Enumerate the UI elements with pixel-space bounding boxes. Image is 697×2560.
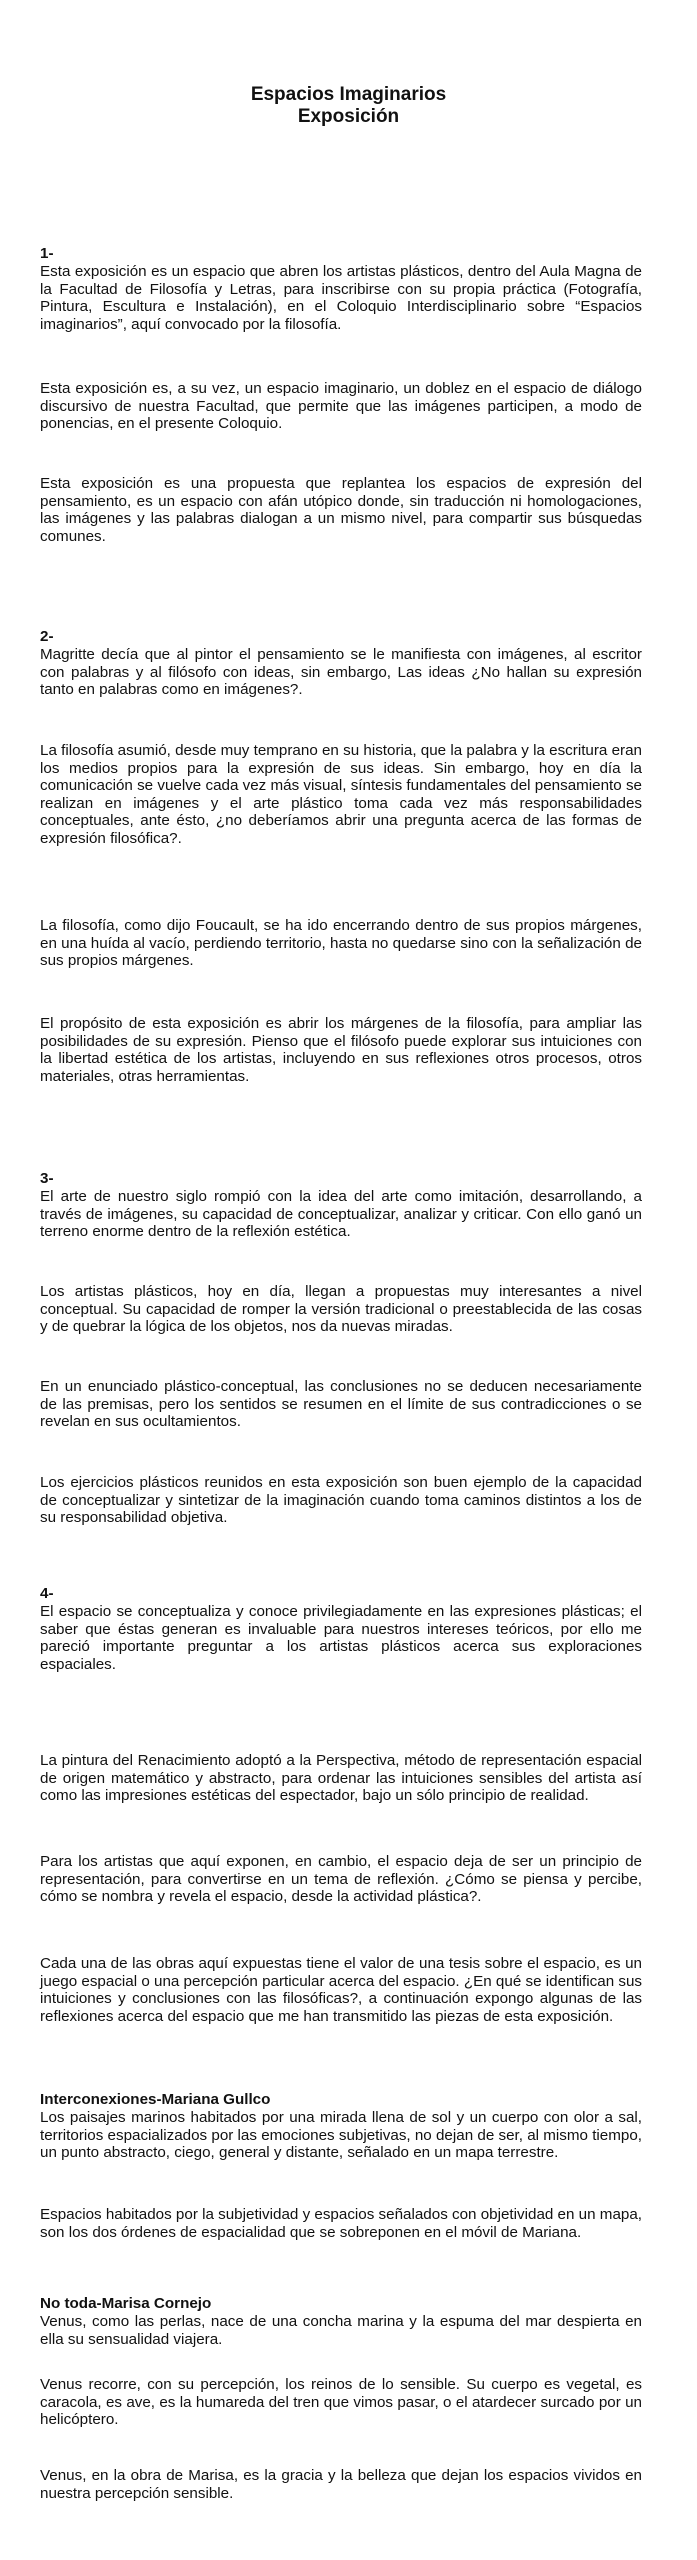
paragraph: Venus, como las perlas, nace de una concha marina y la espuma del mar despierta en ella su sensualidad viajera. xyxy=(40,2313,642,2348)
paragraph: Cada una de las obras aquí expuestas tiene el valor de una tesis sobre el espacio, es un juego espacial o una percepción particular acerca del espacio. ¿En qué se identifican sus intuiciones y conclusiones con las filosóficas?, a continuación expongo algunas de las reflexiones acerca del espacio que me han transmitido las piezas de esta exposición. xyxy=(40,1955,642,2025)
paragraph: Los artistas plásticos, hoy en día, llegan a propuestas muy interesantes a nivel conceptual. Su capacidad de romper la versión tradicional o preestablecida de las cosas y de quebrar la lógica de los objetos, nos da nuevas miradas. xyxy=(40,1283,642,1336)
paragraph: El espacio se conceptualiza y conoce privilegiadamente en las expresiones plásticas; el saber que éstas generan es invaluable para nuestros intereses teóricos, por ello me pareció importante preguntar a los artistas plásticos acerca sus exploraciones espaciales. xyxy=(40,1603,642,1673)
paragraph: La filosofía asumió, desde muy temprano en su historia, que la palabra y la escritura eran los medios propios para la expresión de sus ideas. Sin embargo, hoy en día la comunicación se vuelve cada vez más visual, síntesis fundamentales del pensamiento se realizan en imágenes y el arte plástico toma cada vez más responsabilidades conceptuales, ante ésto, ¿no deberíamos abrir una pregunta acerca de las formas de expresión filosófica?. xyxy=(40,742,642,847)
paragraph: Venus, en la obra de Marisa, es la gracia y la belleza que dejan los espacios vividos en nuestra percepción sensible. xyxy=(40,2467,642,2502)
paragraph: El propósito de esta exposición es abrir los márgenes de la filosofía, para ampliar las posibilidades de su expresión. Pienso que el filósofo puede explorar sus intuiciones con la libertad estética de los artistas, incluyendo en sus reflexiones otros procesos, otros materiales, otras herramientas. xyxy=(40,1015,642,1085)
paragraph: La pintura del Renacimiento adoptó a la Perspectiva, método de representación espacial de origen matemático y abstracto, para ordenar las intuiciones sensibles del artista así como las impresiones estéticas del espectador, bajo un sólo principio de realidad. xyxy=(40,1752,642,1805)
section-number: 1- xyxy=(40,245,54,262)
exhibition-subtitle: Exposición xyxy=(297,106,400,127)
section-number: 4- xyxy=(40,1585,54,1602)
paragraph: En un enunciado plástico-conceptual, las conclusiones no se deducen necesariamente de las premisas, pero los sentidos se resumen en el límite de sus contradicciones o se revelan en sus ocultamientos. xyxy=(40,1378,642,1431)
artist-heading: Interconexiones-Mariana Gullco xyxy=(40,2091,271,2108)
section-number: 2- xyxy=(40,628,54,645)
paragraph: La filosofía, como dijo Foucault, se ha ido encerrando dentro de sus propios márgenes, en una huída al vacío, perdiendo territorio, hasta no quedarse sino con la señalización de sus propios márgenes. xyxy=(40,917,642,970)
paragraph: Venus recorre, con su percepción, los reinos de lo sensible. Su cuerpo es vegetal, es caracola, es ave, es la humareda del tren que vimos pasar, o el atardecer surcado por un helicóptero. xyxy=(40,2376,642,2429)
section-number: 3- xyxy=(40,1170,54,1187)
paragraph: Esta exposición es, a su vez, un espacio imaginario, un doblez en el espacio de diálogo discursivo de nuestra Facultad, que permite que las imágenes participen, a modo de ponencias, en el presente Coloquio. xyxy=(40,380,642,433)
paragraph: Esta exposición es un espacio que abren los artistas plásticos, dentro del Aula Magna de la Facultad de Filosofía y Letras, para inscribirse con su propia práctica (Fotografía, Pintura, Escultura e Instalación), en el Coloquio Interdisciplinario sobre “Espacios imaginarios”, aquí convocado por la filosofía. xyxy=(40,263,642,333)
artist-heading: No toda-Marisa Cornejo xyxy=(40,2295,212,2312)
paragraph: Esta exposición es una propuesta que replantea los espacios de expresión del pensamiento, es un espacio con afán utópico donde, sin traducción ni homologaciones, las imágenes y las palabras dialogan a un mismo nivel, para compartir sus búsquedas comunes. xyxy=(40,475,642,545)
paragraph: Magritte decía que al pintor el pensamiento se le manifiesta con imágenes, al escritor con palabras y al filósofo con ideas, sin embargo, Las ideas ¿No hallan su expresión tanto en palabras como en imágenes?. xyxy=(40,646,642,699)
paragraph: Para los artistas que aquí exponen, en cambio, el espacio deja de ser un principio de representación, para convertirse en un tema de reflexión. ¿Cómo se piensa y percibe, cómo se nombra y revela el espacio, desde la actividad plástica?. xyxy=(40,1853,642,1906)
paragraph: Espacios habitados por la subjetividad y espacios señalados con objetividad en un mapa, son los dos órdenes de espacialidad que se sobreponen en el móvil de Mariana. xyxy=(40,2206,642,2241)
exhibition-title: Espacios Imaginarios xyxy=(250,84,447,105)
paragraph: Los ejercicios plásticos reunidos en esta exposición son buen ejemplo de la capacidad de conceptualizar y sintetizar de la imaginación cuando toma caminos distintos a los de su responsabilidad objetiva. xyxy=(40,1474,642,1527)
paragraph: El arte de nuestro siglo rompió con la idea del arte como imitación, desarrollando, a través de imágenes, su capacidad de conceptualizar, analizar y criticar. Con ello ganó un terreno enorme dentro de la reflexión estética. xyxy=(40,1188,642,1241)
paragraph: Los paisajes marinos habitados por una mirada llena de sol y un cuerpo con olor a sal, territorios espacializados por las emociones subjetivas, no dejan de ser, al mismo tiempo, un punto abstracto, ciego, general y distante, señalado en un mapa terrestre. xyxy=(40,2109,642,2162)
